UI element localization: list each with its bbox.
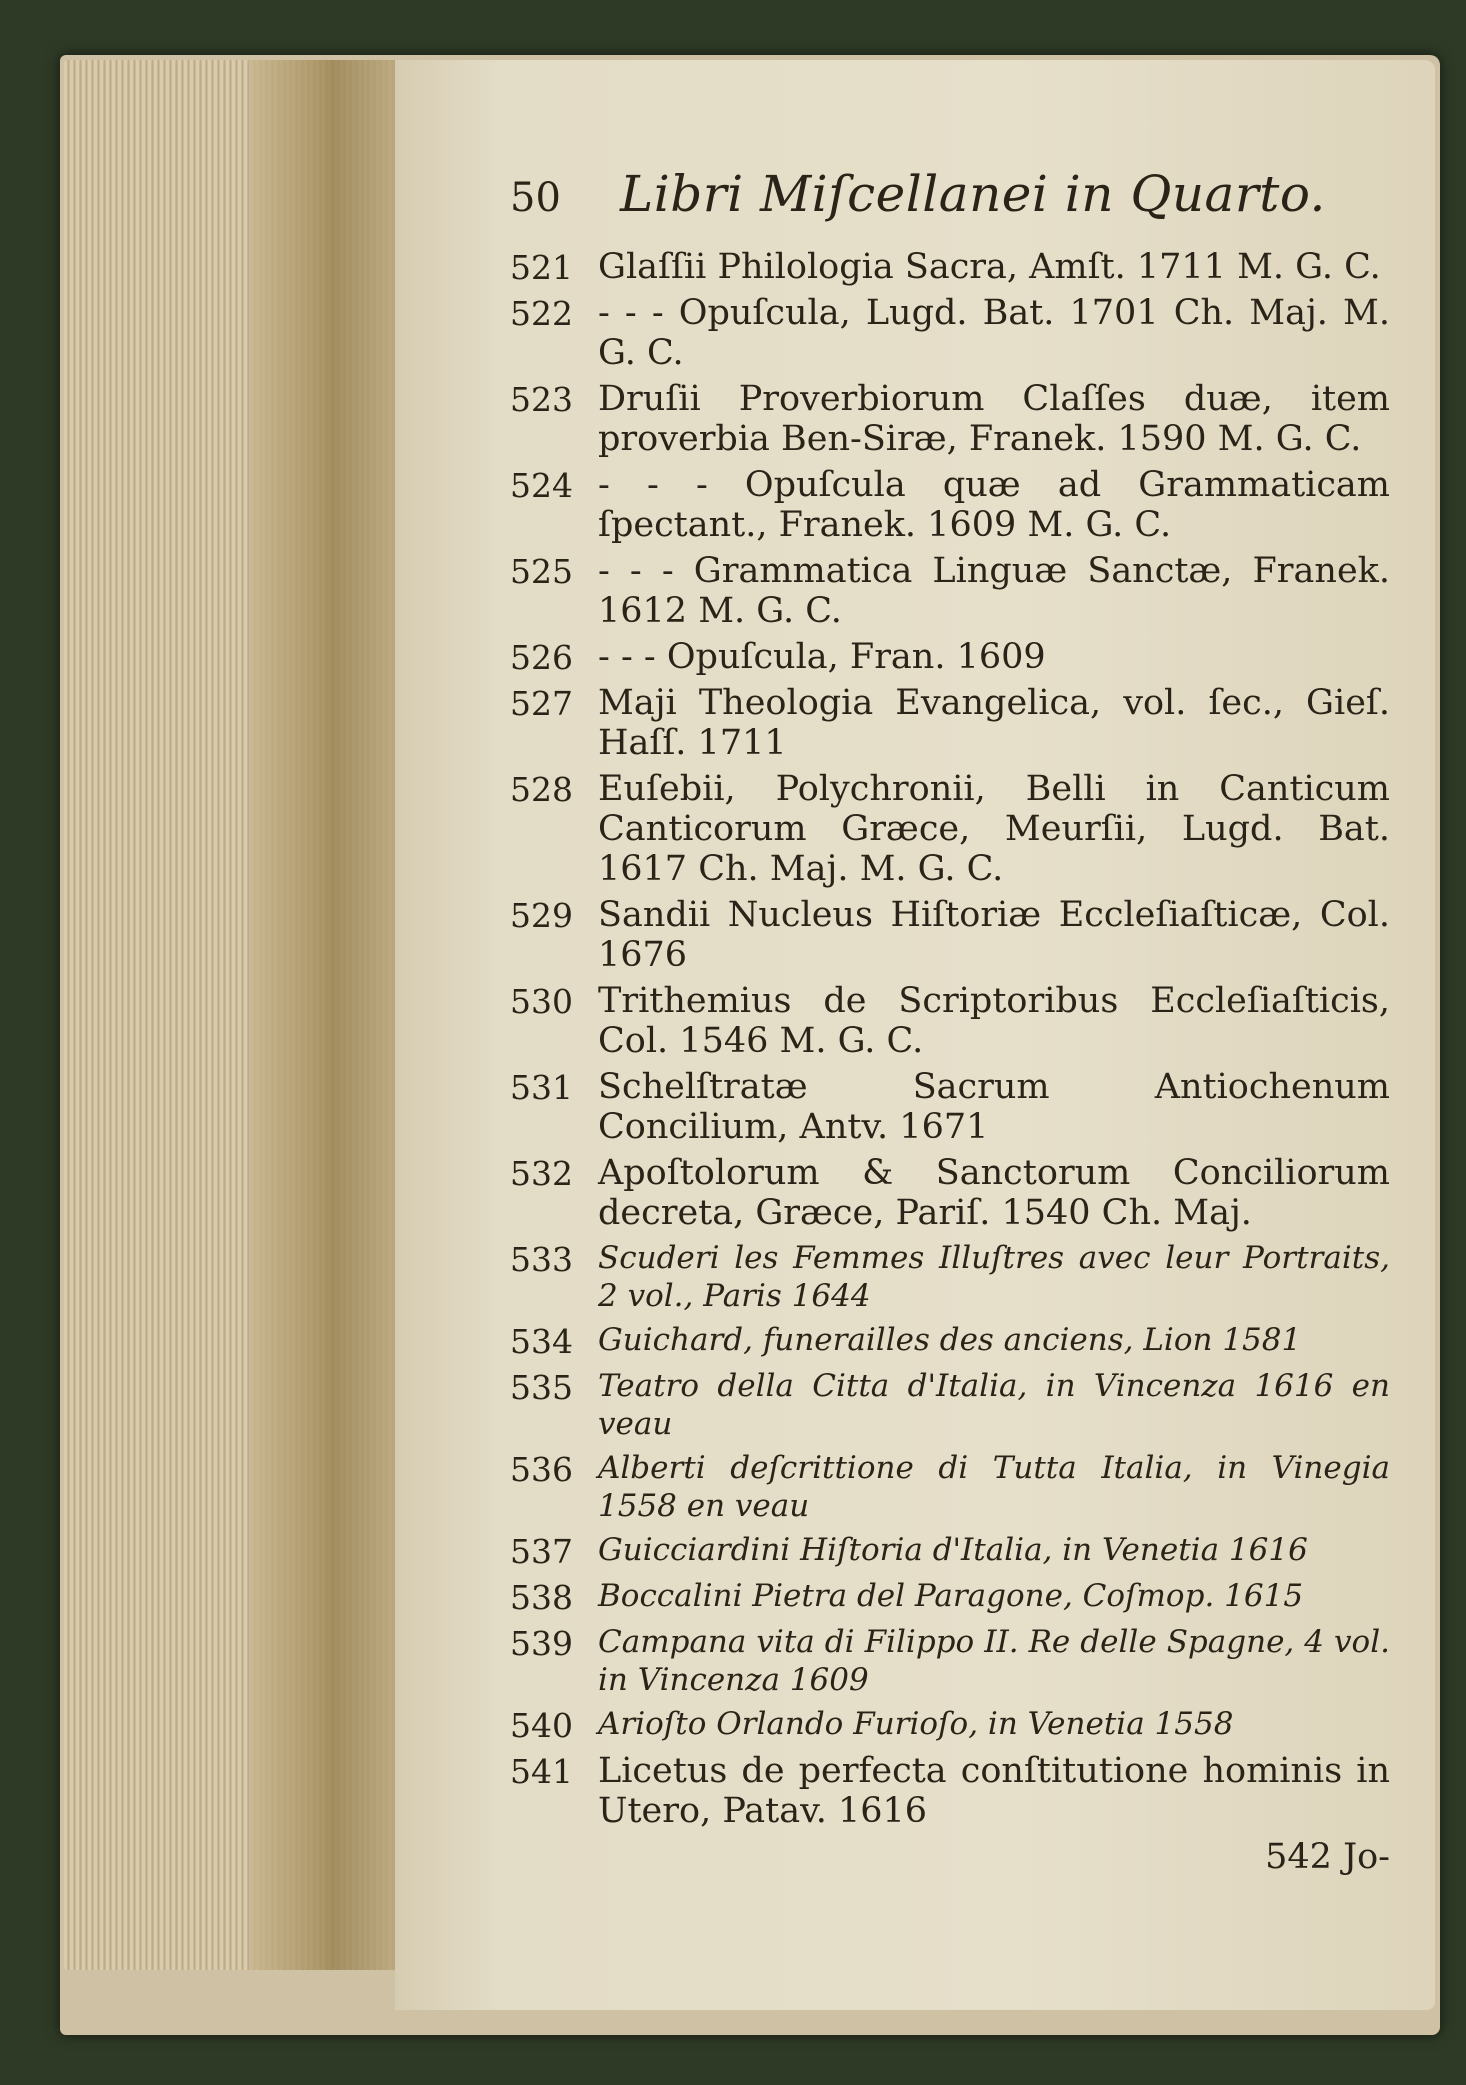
catalogue-entry [510, 1067, 1390, 1147]
entry-number: 535 [510, 1368, 573, 1407]
catalogue-entry [510, 1623, 1390, 1699]
entry-text: Trithemius de Scriptoribus Eccleſiaſticis, Col. 1546 M. G. C. [598, 981, 1390, 1061]
entry-number: 536 [510, 1450, 573, 1489]
entry-number: 526 [510, 638, 573, 677]
entry-text: Guicciardini Hiſtoria d'Italia, in Venetia 1616 [598, 1532, 1308, 1568]
entry-text: Teatro della Citta d'Italia, in Vincenza 1616 en veau [598, 1368, 1390, 1442]
page-footer [510, 1837, 1390, 1877]
catalogue-entry [510, 1751, 1390, 1831]
entry-text: - - - Opuſcula, Fran. 1609 [598, 637, 1046, 677]
entry-text: Boccalini Pietra del Paragone, Coſmop. 1615 [598, 1578, 1304, 1614]
catalogue-entry [510, 1705, 1390, 1745]
entry-number: 532 [510, 1154, 573, 1193]
page-number: 50 [510, 175, 561, 221]
entry-number: 538 [510, 1578, 573, 1617]
catalogue-entry [510, 1153, 1390, 1233]
catalogue-entry [510, 293, 1390, 373]
catalogue-entries [510, 247, 1390, 1831]
entry-text: Licetus de perfecta conſtitutione hominis in Utero, Patav. 1616 [598, 1751, 1390, 1831]
catalogue-entry [510, 1577, 1390, 1617]
entry-text: Druſii Proverbiorum Claſſes duæ, item proverbia Ben-Siræ, Franek. 1590 M. G. C. [598, 379, 1390, 459]
entry-text: Scuderi les Femmes Illuſtres avec leur Portraits, 2 vol., Paris 1644 [598, 1240, 1390, 1314]
entry-number: 528 [510, 770, 573, 809]
entry-number: 534 [510, 1322, 573, 1361]
catalogue-entry [510, 551, 1390, 631]
entry-number: 524 [510, 466, 573, 505]
page-content [510, 165, 1390, 1985]
gutter [250, 60, 400, 1970]
entry-number: 521 [510, 248, 573, 287]
catalogue-entry [510, 247, 1390, 287]
page-header [510, 165, 1390, 243]
entry-number: 529 [510, 896, 573, 935]
entry-number: 541 [510, 1752, 573, 1791]
entry-number: 540 [510, 1706, 573, 1745]
entry-text: Schelſtratæ Sacrum Antiochenum Concilium, Antv. 1671 [598, 1067, 1390, 1147]
entry-text: Sandii Nucleus Hiſtoriæ Eccleſiaſticæ, Col. 1676 [598, 895, 1390, 975]
entry-text: Euſebii, Polychronii, Belli in Canticum Canticorum Græce, Meurſii, Lugd. Bat. 1617 Ch. Maj. M. G. C. [598, 769, 1390, 889]
entry-number: 533 [510, 1240, 573, 1279]
running-head: Libri Miſcellanei in Quarto. [620, 165, 1326, 223]
entry-number: 525 [510, 552, 573, 591]
catalogue-entry [510, 465, 1390, 545]
entry-number: 537 [510, 1532, 573, 1571]
catalogue-entry [510, 1239, 1390, 1315]
entry-number: 527 [510, 684, 573, 723]
entry-number: 522 [510, 294, 573, 333]
entry-text: - - - Opuſcula, Lugd. Bat. 1701 Ch. Maj. M. G. C. [598, 293, 1390, 373]
entry-text: Alberti deſcrittione di Tutta Italia, in Vinegia 1558 en veau [598, 1450, 1390, 1524]
catalogue-entry [510, 1321, 1390, 1361]
entry-text: Arioſto Orlando Furioſo, in Venetia 1558 [598, 1706, 1234, 1742]
entry-text: Guichard, funerailles des anciens, Lion 1581 [598, 1322, 1302, 1358]
entry-number: 523 [510, 380, 573, 419]
catalogue-entry [510, 379, 1390, 459]
entry-number: 530 [510, 982, 573, 1021]
entry-text: - - - Opuſcula quæ ad Grammaticam ſpectant., Franek. 1609 M. G. C. [598, 465, 1390, 545]
catalogue-entry [510, 1531, 1390, 1571]
entry-number: 531 [510, 1068, 573, 1107]
catalogue-entry [510, 683, 1390, 763]
entry-text: - - - Grammatica Linguæ Sanctæ, Franek. 1612 M. G. C. [598, 551, 1390, 631]
entry-text: Glaſſii Philologia Sacra, Amſt. 1711 M. G. C. [598, 247, 1381, 287]
entry-number: 539 [510, 1624, 573, 1663]
catalogue-entry [510, 1367, 1390, 1443]
catalogue-entry [510, 1449, 1390, 1525]
entry-text: Campana vita di Filippo II. Re delle Spagne, 4 vol. in Vincenza 1609 [598, 1624, 1390, 1698]
catalogue-entry [510, 981, 1390, 1061]
entry-text: Apoſtolorum & Sanctorum Conciliorum decreta, Græce, Pariſ. 1540 Ch. Maj. [598, 1153, 1390, 1233]
entry-text: Maji Theologia Evangelica, vol. ſec., Gieſ. Haſſ. 1711 [598, 683, 1390, 763]
catalogue-entry [510, 895, 1390, 975]
catchword: 542 Jo- [1265, 1837, 1390, 1877]
catalogue-entry [510, 769, 1390, 889]
catalogue-entry [510, 637, 1390, 677]
